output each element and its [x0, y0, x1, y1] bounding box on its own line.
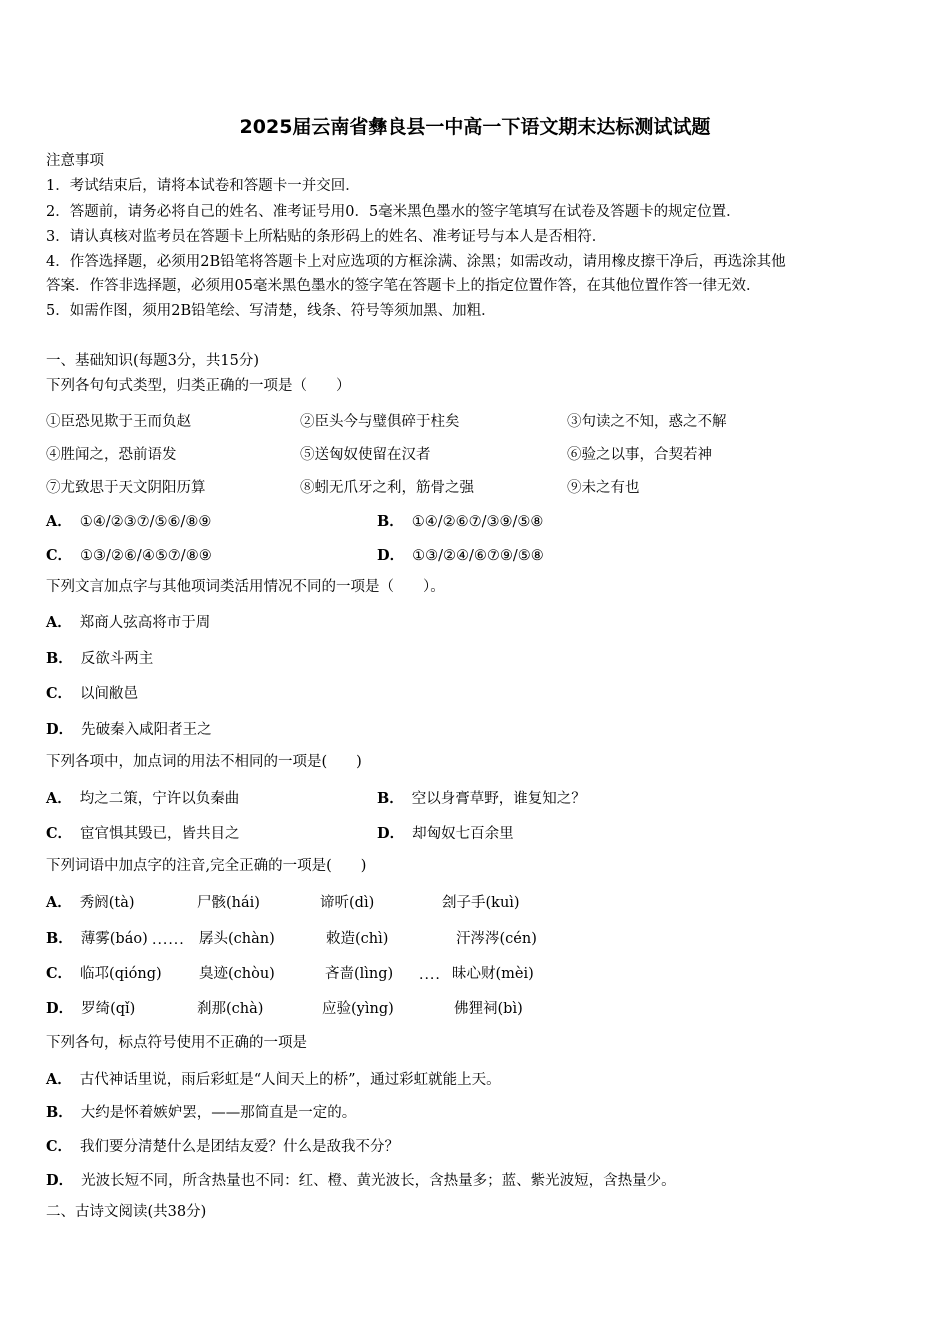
q3-option-b[interactable]: B． 空以身膏草野，谁复知之？ — [377, 790, 586, 807]
q1-option-c[interactable]: C． ①③/②⑥/④⑤⑦/⑧⑨ — [46, 547, 212, 564]
q2-option-a[interactable]: A． 郑商人弦高将市于周 — [46, 614, 211, 631]
q4-word: 敕造(chì) — [326, 931, 389, 947]
exam-title: 2025届云南省彝良县一中高一下语文期末达标测试试题 — [239, 116, 711, 138]
notice-item-5: 5．如需作图，须用2B铅笔绘、写清楚，线条、符号等须加黑、加粗． — [46, 303, 496, 319]
q4-word: 刹那(chà) — [197, 1001, 264, 1017]
q1-option-a[interactable]: A． ①④/②③⑦/⑤⑥/⑧⑨ — [46, 513, 212, 530]
emphasis-dots: ...... — [152, 932, 185, 948]
q5-option-b[interactable]: B． 大约是怀着嫉妒罢，——那简直是一定的。 — [46, 1104, 357, 1121]
q1-sentence: ⑥验之以事，合契若神 — [567, 447, 712, 463]
notice-item-1: 1．考试结束后，请将本试卷和答题卡一并交回． — [46, 178, 360, 194]
q3-option-d[interactable]: D． 却匈奴七百余里 — [377, 825, 514, 842]
notice-item-3: 3．请认真核对监考员在答题卡上所粘贴的条形码上的姓名、准考证号与本人是否相符． — [46, 229, 607, 245]
notice-item-4-cont: 答案．作答非选择题，必须用05毫米黑色墨水的签字笔在答题卡上的指定位置作答，在其他位置作答一律无效． — [46, 278, 761, 294]
q4-word: 吝啬(lìng) — [325, 966, 394, 982]
q1-option-b[interactable]: B． ①④/②⑥⑦/③⑨/⑤⑧ — [377, 513, 544, 530]
q4-word: 汗涔涔(cén) — [456, 931, 537, 947]
q4-option-a[interactable]: A． 秀阏(tà) — [46, 894, 135, 911]
q4-stem: 下列词语中加点字的注音,完全正确的一项是( ) — [46, 858, 367, 874]
q4-word: 昧心财(mèi) — [452, 966, 534, 982]
q1-sentence: ⑦尤致思于天文阴阳历算 — [46, 480, 206, 496]
q4-option-d[interactable]: D． 罗绮(qǐ) — [46, 1000, 136, 1017]
q1-stem: 下列各句句式类型，归类正确的一项是（ ） — [46, 378, 351, 394]
q4-word: 尸骸(hái) — [197, 895, 260, 911]
q1-sentence: ①臣恐见欺于王而负赵 — [46, 414, 191, 430]
emphasis-dots: .... — [419, 967, 441, 983]
q4-word: 应验(yìng) — [322, 1001, 394, 1017]
q4-word: 佛狸祠(bì) — [454, 1001, 523, 1017]
q5-option-c[interactable]: C． 我们要分清楚什么是团结友爱？什么是敌我不分？ — [46, 1138, 400, 1155]
q2-option-c[interactable]: C． 以间敝邑 — [46, 685, 139, 702]
q4-word: 刽子手(kuì) — [442, 895, 520, 911]
q5-option-a[interactable]: A． 古代神话里说，雨后彩虹是“人间天上的桥”，通过彩虹就能上天。 — [46, 1071, 501, 1088]
q4-option-b[interactable]: B． 薄雾(báo) — [46, 930, 148, 947]
q1-sentence: ③句读之不知，惑之不解 — [567, 414, 727, 430]
notice-item-4: 4．作答选择题，必须用2B铅笔将答题卡上对应选项的方框涂满、涂黑；如需改动，请用橡皮擦干净后，再选涂其他 — [46, 254, 786, 270]
section-1-heading: 一、基础知识(每题3分，共15分) — [46, 353, 259, 369]
notice-item-2: 2．答题前，请务必将自己的姓名、准考证号用0．5毫米黑色墨水的签字笔填写在试卷及答题卡的规定位置． — [46, 204, 741, 220]
q1-sentence: ④胜闻之，恐前语发 — [46, 447, 177, 463]
q1-sentence: ⑨未之有也 — [567, 480, 640, 496]
q3-stem: 下列各项中，加点词的用法不相同的一项是( ) — [46, 754, 362, 770]
q4-option-c[interactable]: C． 临邛(qióng) — [46, 965, 162, 982]
q1-sentence: ⑤送匈奴使留在汉者 — [300, 447, 431, 463]
q3-option-a[interactable]: A． 均之二策，宁许以负秦曲 — [46, 790, 240, 807]
q4-word: 臭迹(chòu) — [199, 966, 275, 982]
q4-word: 孱头(chàn) — [199, 931, 275, 947]
q2-option-b[interactable]: B． 反欲斗两主 — [46, 650, 154, 667]
q2-stem: 下列文言加点字与其他项词类活用情况不同的一项是（ ）。 — [46, 579, 445, 595]
q1-sentence: ⑧蚓无爪牙之利，筋骨之强 — [300, 480, 474, 496]
notice-heading: 注意事项 — [46, 153, 104, 169]
section-2-heading: 二、古诗文阅读(共38分) — [46, 1204, 207, 1220]
q1-option-d[interactable]: D． ①③/②④/⑥⑦⑨/⑤⑧ — [377, 547, 544, 564]
q2-option-d[interactable]: D． 先破秦入咸阳者王之 — [46, 721, 212, 738]
q1-sentence: ②臣头今与璧俱碎于柱矣 — [300, 414, 460, 430]
q5-option-d[interactable]: D． 光波长短不同，所含热量也不同：红、橙、黄光波长，含热量多；蓝、紫光波短，含热量少。 — [46, 1172, 676, 1189]
q4-word: 谛听(dì) — [320, 895, 375, 911]
q5-stem: 下列各句，标点符号使用不正确的一项是 — [46, 1035, 307, 1051]
q3-option-c[interactable]: C． 宦官惧其毁已，皆共目之 — [46, 825, 240, 842]
